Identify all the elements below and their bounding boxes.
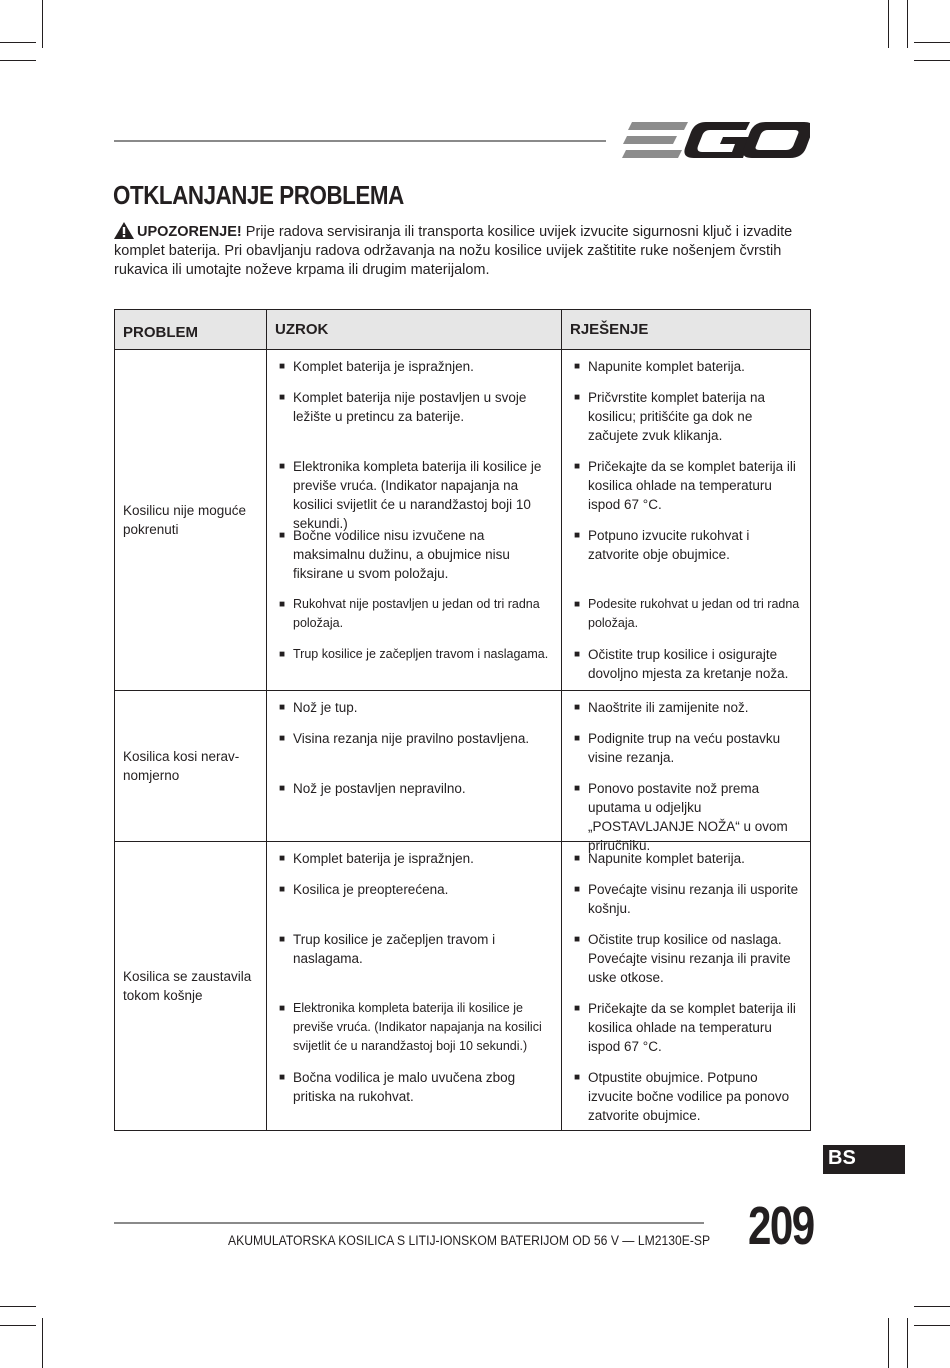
crop-mark bbox=[0, 1325, 36, 1326]
bullet-square-icon: ■ bbox=[279, 649, 286, 660]
solution-item: ■ Očistite trup kosilice i osigurajte dovoljno mjesta za kretanje noža. bbox=[562, 645, 810, 690]
warning-label: UPOZORENJE! bbox=[137, 224, 242, 240]
cause-item: ■ Trup kosilice je začepljen travom i naslagama. bbox=[267, 930, 561, 999]
page-title: OTKLANJANJE PROBLEMA bbox=[113, 180, 404, 210]
bullet-square-icon: ■ bbox=[574, 530, 581, 541]
bullet-square-icon: ■ bbox=[279, 599, 286, 610]
solution-item: ■ Napunite komplet baterija. bbox=[562, 849, 810, 880]
warning-notice bbox=[114, 222, 814, 280]
crop-mark bbox=[907, 1318, 908, 1368]
header-solution: RJEŠENJE bbox=[562, 310, 811, 350]
bullet-square-icon: ■ bbox=[279, 783, 286, 794]
bullet-square-icon: ■ bbox=[279, 884, 286, 895]
solution-item: ■ Naoštrite ili zamijenite nož. bbox=[562, 698, 810, 729]
bullet-square-icon: ■ bbox=[574, 853, 581, 864]
footer-product-title: AKUMULATORSKA KOSILICA S LITIJ-IONSKOM BATERIJOM OD 56 V — LM2130E-SP bbox=[228, 1233, 711, 1248]
crop-mark bbox=[914, 1306, 950, 1307]
solution-item: ■ Pričvrstite komplet baterija na kosilicu; pritišćite ga dok ne začujete zvuk klikanja. bbox=[562, 388, 810, 457]
cause-item: ■ Visina rezanja nije pravilno postavljena. bbox=[267, 729, 561, 779]
language-tab bbox=[823, 1145, 905, 1174]
bullet-square-icon: ■ bbox=[279, 361, 286, 372]
solution-item: ■ Očistite trup kosilice od naslaga. Povećajte visinu rezanja ili pravite uske otkose. bbox=[562, 930, 810, 999]
bullet-square-icon: ■ bbox=[279, 702, 286, 713]
bullet-square-icon: ■ bbox=[574, 1072, 581, 1083]
cause-item: ■ Komplet baterija je ispražnjen. bbox=[267, 357, 561, 388]
table-row bbox=[115, 842, 811, 1131]
header-problem: PROBLEM bbox=[115, 310, 267, 350]
bullet-square-icon: ■ bbox=[574, 361, 581, 372]
crop-mark bbox=[914, 1325, 950, 1326]
crop-mark bbox=[907, 0, 908, 48]
solution-cell bbox=[562, 350, 811, 691]
cause-item: ■ Elektronika kompleta baterija ili kosilice je previše vruća. (Indikator napajanja na kosilici svijetlit će u narandžastoj boji 10 sekundi.) bbox=[279, 459, 542, 531]
cause-cell bbox=[267, 842, 562, 1131]
cause-cell bbox=[267, 691, 562, 842]
solution-item: ■ Povećajte visinu rezanja ili usporite košnju. bbox=[562, 880, 810, 930]
bullet-square-icon: ■ bbox=[574, 934, 581, 945]
language-label: BS bbox=[828, 1147, 856, 1169]
crop-mark bbox=[42, 1318, 43, 1368]
cause-item: ■ Komplet baterija nije postavljen u svoje ležište u pretincu za baterije. bbox=[267, 388, 561, 457]
bullet-square-icon: ■ bbox=[574, 884, 581, 895]
ego-logo bbox=[622, 118, 810, 162]
warning-text: Prije radova servisiranja ili transporta kosilice uvijek izvucite sigurnosni ključ i izvadite komplet baterija. Pri obavljanju radova održavanja na nožu kosilice uvijek zaštitite ruke nošenjem čvrstih rukavica ili umotajte noževe krpama ili drugim materijalom. bbox=[114, 224, 793, 278]
bullet-square-icon: ■ bbox=[279, 1072, 286, 1083]
solution-item: ■ Otpustite obujmice. Potpuno izvucite bočne vodilice pa ponovo zatvorite obujmice. bbox=[562, 1068, 810, 1130]
problem-cell: Kosilica kosi nerav-nomjerno bbox=[115, 691, 267, 842]
cause-item: ■ Kosilica je preopterećena. bbox=[267, 880, 561, 930]
header-cause: UZROK bbox=[267, 310, 562, 350]
cause-item: ■ Elektronika kompleta baterija ili kosilice je previše vruća. (Indikator napajanja na kosilici svijetlit će u narandžastoj boji 10 sekundi.) bbox=[267, 999, 561, 1068]
footer-rule bbox=[114, 1222, 704, 1224]
bullet-square-icon: ■ bbox=[574, 702, 581, 713]
bullet-square-icon: ■ bbox=[574, 783, 581, 794]
bullet-square-icon: ■ bbox=[574, 461, 581, 472]
solution-item: ■ Ponovo postavite nož prema uputama u odjeljku „POSTAVLJANJE NOŽA“ u ovom priručniku. bbox=[574, 781, 788, 853]
problem-cell: Kosilica se zaustavila tokom košnje bbox=[115, 842, 267, 1131]
troubleshooting-table bbox=[114, 309, 811, 1131]
cause-item: ■ Komplet baterija je ispražnjen. bbox=[267, 849, 561, 880]
solution-cell bbox=[562, 691, 811, 853]
table-header-row bbox=[115, 310, 811, 350]
page-number: 209 bbox=[748, 1196, 814, 1256]
warning-triangle-icon bbox=[114, 222, 134, 239]
solution-item: ■ Podignite trup na veću postavku visine rezanja. bbox=[562, 729, 810, 779]
problem-cell: Kosilicu nije moguće pokrenuti bbox=[115, 350, 267, 691]
cause-item: ■ Trup kosilice je začepljen travom i naslagama. bbox=[267, 645, 561, 690]
bullet-square-icon: ■ bbox=[279, 461, 286, 472]
solution-item: ■ Podesite rukohvat u jedan od tri radna položaja. bbox=[562, 595, 810, 645]
crop-mark bbox=[0, 42, 36, 43]
cause-item: ■ Rukohvat nije postavljen u jedan od tri radna položaja. bbox=[267, 595, 561, 645]
solution-cell bbox=[562, 842, 811, 1131]
bullet-square-icon: ■ bbox=[279, 853, 286, 864]
table-row bbox=[115, 350, 811, 691]
bullet-square-icon: ■ bbox=[279, 530, 286, 541]
solution-item: ■ Pričekajte da se komplet baterija ili kosilica ohlade na temperaturu ispod 67 °C. bbox=[562, 999, 810, 1068]
bullet-square-icon: ■ bbox=[574, 599, 581, 610]
crop-mark bbox=[0, 60, 36, 61]
cause-item: ■ Nož je tup. bbox=[267, 698, 561, 729]
cause-cell bbox=[267, 350, 562, 691]
bullet-square-icon: ■ bbox=[574, 392, 581, 403]
bullet-square-icon: ■ bbox=[574, 1003, 581, 1014]
header-rule bbox=[114, 140, 606, 142]
cause-item: ■ Nož je postavljen nepravilno. bbox=[267, 779, 561, 841]
cause-item: ■ Bočne vodilice nisu izvučene na maksimalnu dužinu, a obujmice nisu fiksirane u svom položaju. bbox=[267, 526, 561, 595]
crop-mark bbox=[914, 42, 950, 43]
crop-mark bbox=[0, 1306, 36, 1307]
bullet-square-icon: ■ bbox=[279, 934, 286, 945]
bullet-square-icon: ■ bbox=[279, 392, 286, 403]
cause-item: ■ Bočna vodilica je malo uvučena zbog pritiska na rukohvat. bbox=[267, 1068, 561, 1130]
solution-item: ■ Pričekajte da se komplet baterija ili kosilica ohlade na temperaturu ispod 67 °C. bbox=[562, 457, 810, 526]
solution-item: ■ Napunite komplet baterija. bbox=[562, 357, 810, 388]
solution-item: ■ Potpuno izvucite rukohvat i zatvorite obje obujmice. bbox=[562, 526, 810, 595]
bullet-square-icon: ■ bbox=[574, 649, 581, 660]
crop-mark bbox=[914, 60, 950, 61]
table-row bbox=[115, 691, 811, 842]
crop-mark bbox=[888, 1318, 889, 1368]
crop-mark bbox=[42, 0, 43, 48]
bullet-square-icon: ■ bbox=[279, 1003, 286, 1014]
bullet-square-icon: ■ bbox=[279, 733, 286, 744]
crop-mark bbox=[888, 0, 889, 48]
bullet-square-icon: ■ bbox=[574, 733, 581, 744]
